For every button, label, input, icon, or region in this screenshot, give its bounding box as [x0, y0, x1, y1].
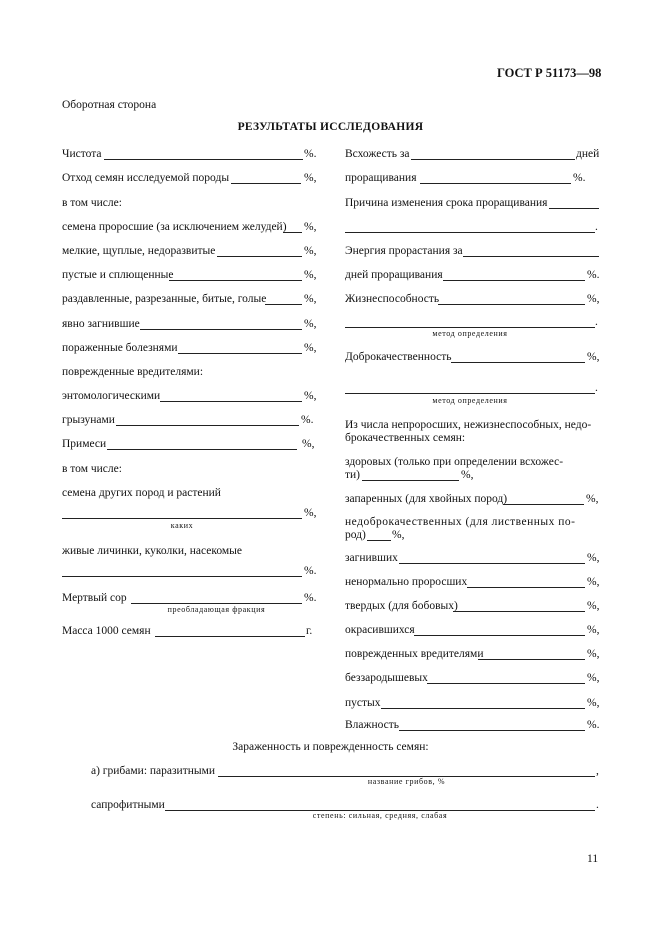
energy-percent-field[interactable]: [443, 280, 585, 281]
dead-unit: %.: [304, 592, 317, 604]
poor-unit: %,: [392, 529, 405, 541]
mass-unit: г.: [306, 625, 313, 637]
rotten-label: явно загнившие: [62, 318, 140, 330]
crushed-field[interactable]: [265, 304, 302, 305]
waste-label: Отход семян исследуемой породы: [62, 172, 230, 184]
mass-label: Масса 1000 семян: [62, 625, 151, 637]
rotten-field[interactable]: [140, 329, 302, 330]
small-unit: %,: [304, 245, 317, 257]
poor-line-1: недоброкачественных (для лиственных по-: [345, 516, 576, 528]
form-title: РЕЗУЛЬТАТЫ ИССЛЕДОВАНИЯ: [237, 121, 424, 133]
germ2-unit: %.: [573, 172, 586, 184]
viability-field[interactable]: [438, 304, 585, 305]
colored-field[interactable]: [414, 635, 585, 636]
rodents-label: грызунами: [62, 414, 115, 426]
empty-unit: %,: [304, 269, 317, 281]
empty-r-label: пустых: [345, 697, 381, 709]
entomo-label: энтомологическими: [62, 390, 161, 402]
healthy-line-2: ти): [345, 469, 361, 481]
waste-unit: %,: [304, 172, 317, 184]
healthy-field[interactable]: [362, 480, 459, 481]
germ2-label: проращивания: [345, 172, 417, 184]
embryoless-field[interactable]: [427, 683, 585, 684]
fungi-label: а) грибами: паразитными: [91, 765, 216, 777]
goodness-field[interactable]: [451, 362, 585, 363]
humidity-label: Влажность: [345, 719, 400, 731]
among-line-2: брокачественных семян:: [345, 432, 466, 444]
germ-unit: дней: [576, 148, 600, 160]
energy2-unit: %.: [587, 269, 600, 281]
healthy-line-1: здоровых (только при определении всхожес-: [345, 456, 564, 468]
energy2-label: дней проращивания: [345, 269, 443, 281]
healthy-unit: %,: [461, 469, 474, 481]
fungi-unit: ,: [596, 765, 599, 777]
viability-label: Жизнеспособность: [345, 293, 440, 305]
larvae-field[interactable]: [62, 576, 302, 577]
document-code: ГОСТ Р 51173—98: [497, 66, 602, 80]
damaged-unit: %,: [587, 648, 600, 660]
diseased-field[interactable]: [178, 353, 302, 354]
steamed-label: запаренных (для хвойных пород): [345, 493, 508, 505]
reason-field-2[interactable]: [345, 232, 595, 233]
side-label: Оборотная сторона: [62, 99, 157, 111]
rotten-r-field[interactable]: [399, 563, 585, 564]
crushed-label: раздавленные, разрезанные, битые, голые: [62, 293, 267, 305]
reason-unit: .: [595, 221, 598, 233]
incl-label-1: в том числе:: [62, 197, 122, 209]
sprouted-unit: %,: [304, 221, 317, 233]
mass-field[interactable]: [155, 636, 305, 637]
humidity-field[interactable]: [399, 730, 585, 731]
sapro-caption: степень: сильная, средняя, слабая: [312, 811, 448, 820]
larvae-label: живые личинки, куколки, насекомые: [62, 545, 242, 557]
goodness-label: Доброкачественность: [345, 351, 452, 363]
colored-label: окрасившихся: [345, 624, 415, 636]
entomo-field[interactable]: [160, 401, 302, 402]
damaged-field[interactable]: [478, 659, 585, 660]
empty-r-field[interactable]: [381, 708, 585, 709]
embryoless-unit: %,: [587, 672, 600, 684]
fungi-caption: название грибов, %: [367, 777, 446, 786]
dead-label: Мертвый сор: [62, 592, 127, 604]
goodness-method-unit: .: [595, 382, 598, 394]
steamed-field[interactable]: [503, 504, 584, 505]
empty-r-unit: %,: [587, 697, 600, 709]
viability-unit: %,: [587, 293, 600, 305]
page-number: 11: [587, 853, 599, 865]
diseased-label: пораженные болезнями: [62, 342, 178, 354]
rodents-field[interactable]: [116, 425, 299, 426]
reason-label: Причина изменения срока проращивания: [345, 197, 548, 209]
hard-label: твердых (для бобовых): [345, 600, 458, 612]
impurities-label: Примеси: [62, 438, 107, 450]
entomo-unit: %,: [304, 390, 317, 402]
other-seeds-unit: %,: [304, 507, 317, 519]
energy-days-field[interactable]: [463, 256, 599, 257]
energy-label: Энергия прорастания за: [345, 245, 463, 257]
abnormal-label: ненормально проросших: [345, 576, 468, 588]
sprouted-label: семена проросшие (за исключением желудей): [62, 221, 287, 233]
other-seeds-field[interactable]: [62, 518, 302, 519]
sapro-unit: .: [596, 799, 599, 811]
among-line-1: Из числа непроросших, нежизнеспособных, недо-: [345, 419, 592, 431]
other-seeds-caption: каких: [170, 521, 194, 530]
goodness-unit: %,: [587, 351, 600, 363]
sapro-label: сапрофитными: [91, 799, 165, 811]
rotten-r-unit: %,: [587, 552, 600, 564]
colored-unit: %,: [587, 624, 600, 636]
incl-label-2: в том числе:: [62, 463, 122, 475]
rodents-unit: %.: [301, 414, 314, 426]
abnormal-unit: %,: [587, 576, 600, 588]
small-label: мелкие, щуплые, недоразвитые: [62, 245, 216, 257]
other-seeds-label: семена других пород и растений: [62, 487, 221, 499]
larvae-unit: %.: [304, 565, 317, 577]
hard-unit: %,: [587, 600, 600, 612]
germ-percent-field[interactable]: [420, 183, 571, 184]
dead-caption: преобладающая фракция: [167, 605, 266, 614]
dead-field[interactable]: [131, 603, 302, 604]
purity-field[interactable]: [104, 159, 303, 160]
germ-label: Всхожесть за: [345, 148, 410, 160]
empty-field[interactable]: [169, 280, 302, 281]
purity-unit: %.: [304, 148, 317, 160]
poor-line-2: род): [345, 529, 366, 541]
viability-method-caption: метод определения: [432, 329, 508, 338]
rotten-unit: %,: [304, 318, 317, 330]
waste-field[interactable]: [231, 183, 301, 184]
goodness-method-field[interactable]: [345, 393, 595, 394]
reason-field[interactable]: [549, 208, 599, 209]
viability-method-unit: .: [595, 316, 598, 328]
viability-method-field[interactable]: [345, 327, 595, 328]
crushed-unit: %,: [304, 293, 317, 305]
sprouted-field[interactable]: [283, 232, 302, 233]
pests-label: поврежденные вредителями:: [62, 366, 204, 378]
impurities-field[interactable]: [107, 449, 297, 450]
abnormal-field[interactable]: [467, 587, 585, 588]
humidity-unit: %.: [587, 719, 600, 731]
goodness-method-caption: метод определения: [432, 396, 508, 405]
rotten-r-label: загнивших: [345, 552, 398, 564]
infection-title: Зараженность и поврежденность семян:: [232, 741, 429, 753]
small-field[interactable]: [217, 256, 302, 257]
damaged-label: поврежденных вредителями: [345, 648, 484, 660]
impurities-unit: %,: [302, 438, 315, 450]
hard-field[interactable]: [453, 611, 585, 612]
germ-days-field[interactable]: [411, 159, 575, 160]
diseased-unit: %,: [304, 342, 317, 354]
empty-label: пустые и сплющенные: [62, 269, 174, 281]
poor-field[interactable]: [367, 540, 391, 541]
embryoless-label: беззародышевых: [345, 672, 428, 684]
steamed-unit: %,: [586, 493, 599, 505]
purity-label: Чистота: [62, 148, 102, 160]
